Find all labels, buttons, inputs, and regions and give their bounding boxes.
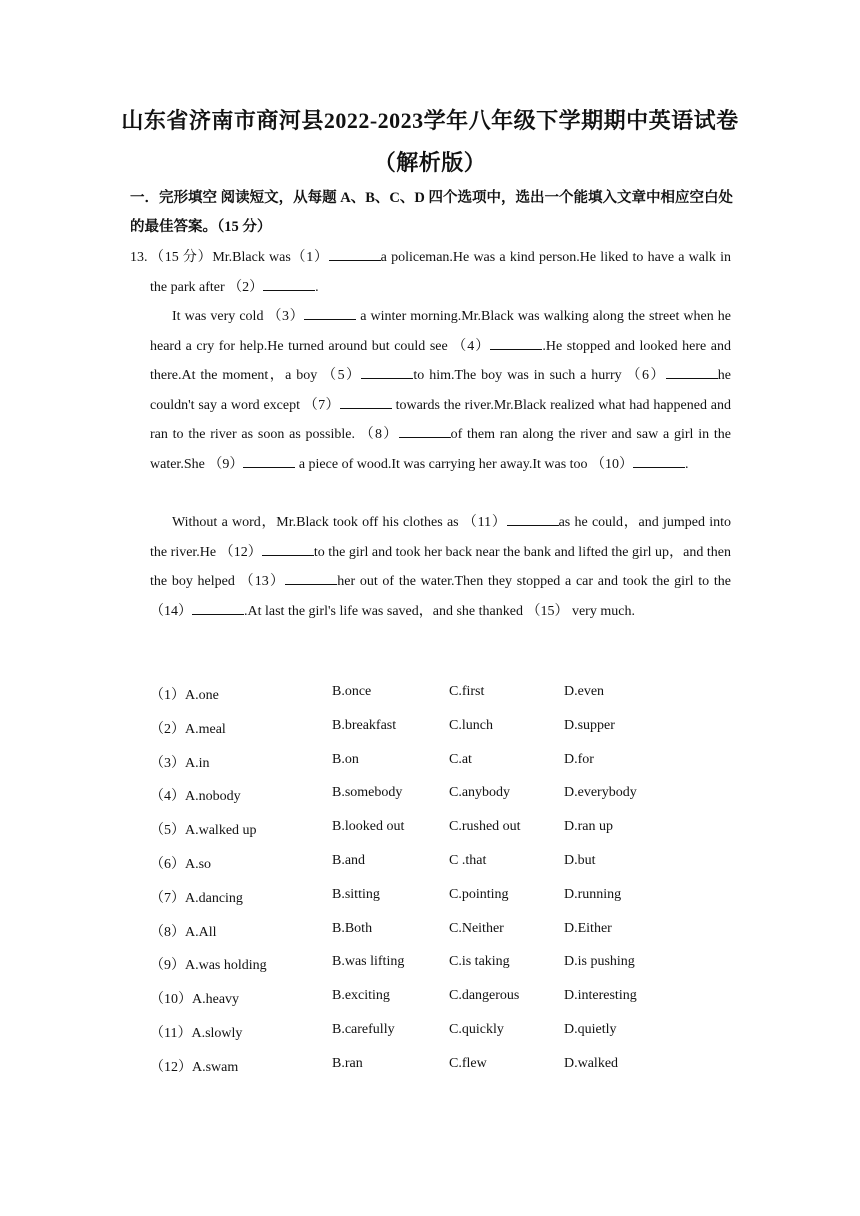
blank-9 [243, 453, 295, 468]
option-row: （7）A.dancing B.sitting C.pointing D.running [150, 886, 622, 906]
option-row: （4）A.nobody B.somebody C.anybody D.everybody [150, 785, 637, 805]
option-row: （5）A.walked up B.looked out C.rushed out D.ran up [150, 819, 613, 839]
passage-paragraph-2: It was very cold （3） a winter morning.Mr.Black was walking along the street when he heard a cry for help.He turned around but could see （4） .He stopped and looked here and there.At the moment，a boy （5） to him.The boy was in such a hurry （6） he couldn't say a word except （7） towards the river.Mr.Black realized what had happened and ran to the river as soon as possible. （8） of them ran along the river and saw a girl in the water.She （9） a piece of wood.It was carrying her away.It was too （10） . [150, 302, 731, 479]
blank-3 [304, 305, 356, 320]
blank-8 [399, 423, 451, 438]
passage-paragraph-1: （15 分）Mr.Black was（1） a policeman.He was a kind person.He liked to have a walk in the park after （2） . [150, 243, 731, 302]
options-table [150, 684, 750, 1090]
blank-5 [361, 364, 413, 379]
option-row: （9）A.was holding B.was lifting C.is taking D.is pushing [150, 954, 635, 974]
option-row: （11）A.slowly B.carefully C.quickly D.quietly [150, 1021, 617, 1041]
blank-1 [329, 246, 381, 261]
option-row: （8）A.All B.Both C.Neither D.Either [150, 920, 612, 940]
blank-14 [192, 600, 244, 615]
blank-10 [633, 453, 685, 468]
blank-13 [285, 570, 337, 585]
blank-7 [340, 394, 392, 409]
option-row: （10）A.heavy B.exciting C.dangerous D.interesting [150, 988, 637, 1008]
blank-11 [507, 511, 559, 526]
section-heading: 一．完形填空 阅读短文，从每题 A、B、C、D 四个选项中，选出一个能填入文章中相应空白处的最佳答案。（15 分） [130, 190, 733, 235]
passage-paragraph-3: Without a word，Mr.Black took off his clothes as （11） as he could，and jumped into the river.He （12） to the girl and took her back near the bank and lifted the girl up，and then the boy helped （13） her out of the water.Then they stopped a car and took the girl to the （14） .At last the girl's life was saved，and she thanked （15） very much. [150, 508, 731, 626]
option-row: （12）A.swam B.ran C.flew D.walked [150, 1055, 619, 1075]
page-subtitle: （解析版） [373, 150, 487, 175]
option-row: （1）A.one B.once C.first D.even [150, 684, 605, 703]
option-row: （2）A.meal B.breakfast C.lunch D.supper [150, 717, 615, 737]
question-number: 13. [130, 250, 148, 265]
blank-4 [490, 335, 542, 350]
blank-6 [666, 364, 718, 379]
blank-12 [262, 541, 314, 556]
option-row: （3）A.in B.on C.at D.for [150, 751, 594, 771]
page-title: 山东省济南市商河县2022-2023学年八年级下学期期中英语试卷 [121, 108, 739, 133]
option-row: （6）A.so B.and C .that D.but [150, 852, 596, 872]
blank-2 [263, 276, 315, 291]
